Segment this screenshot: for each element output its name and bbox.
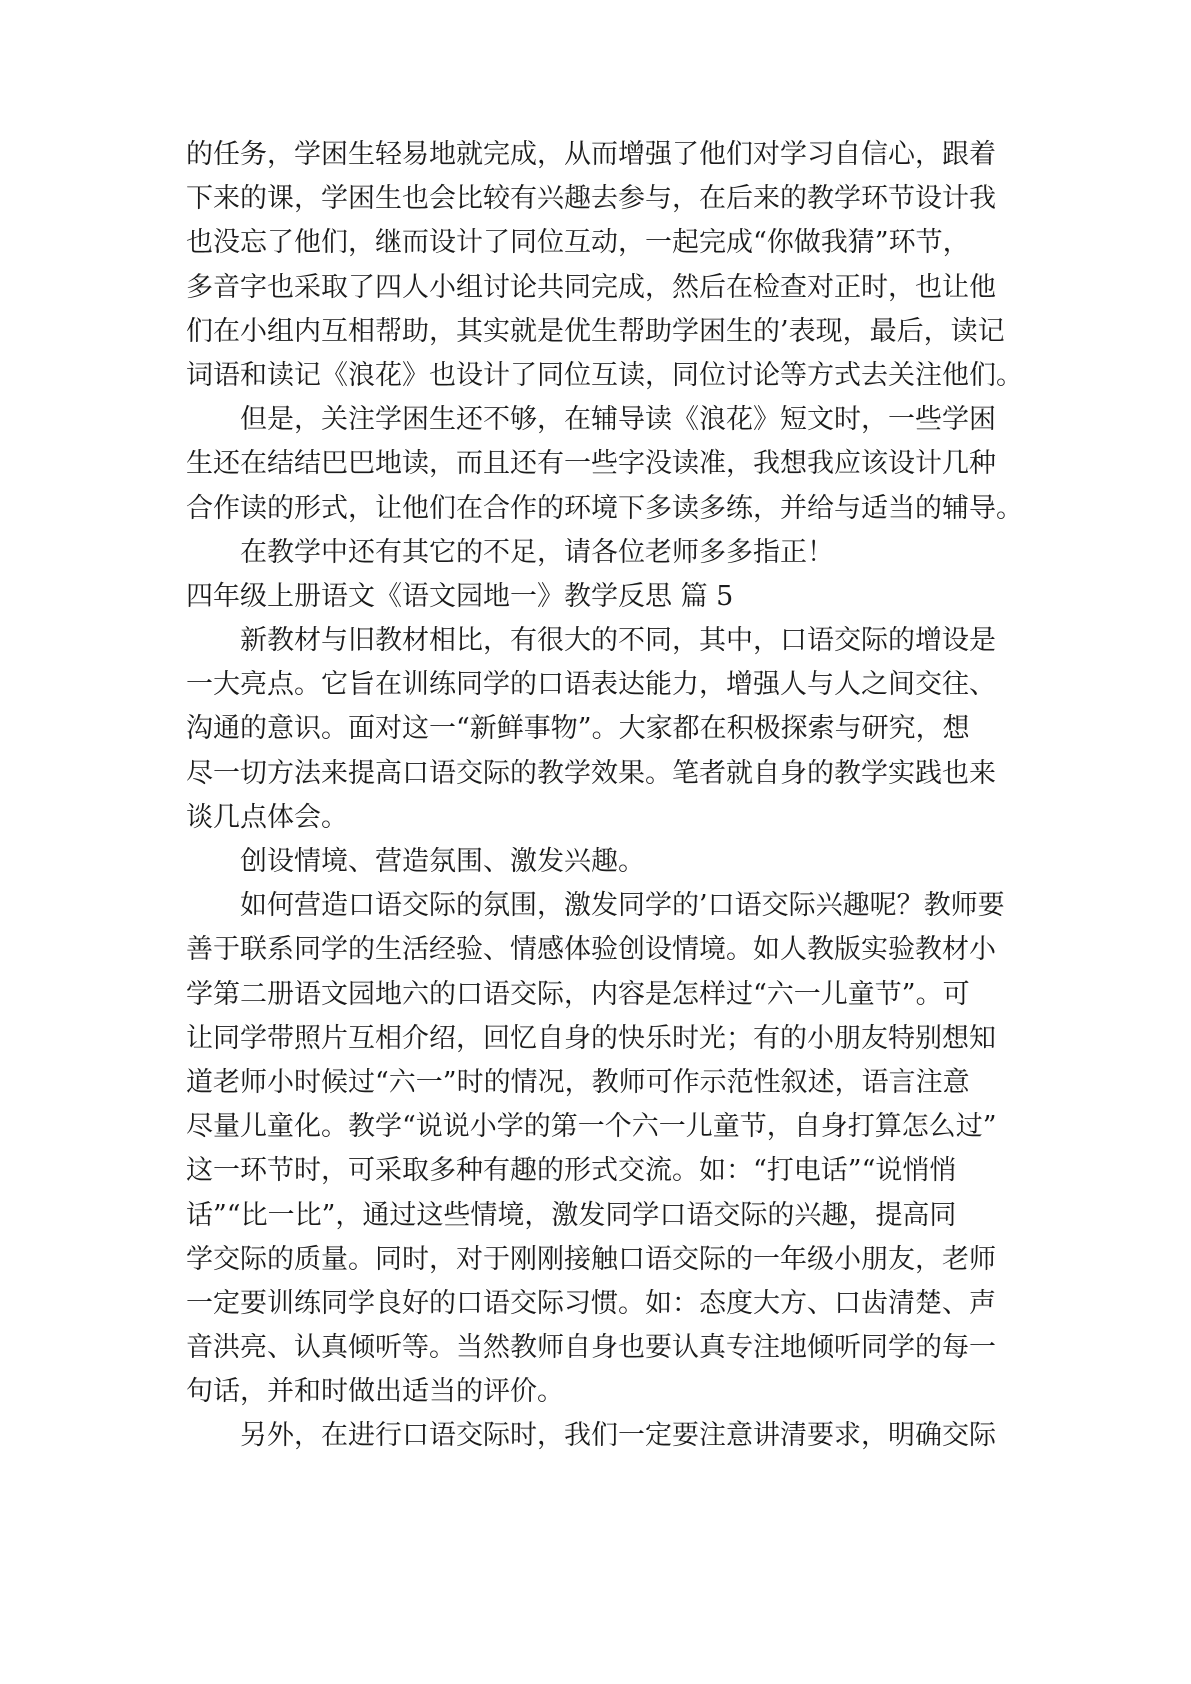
text-line: 另外，在进行口语交际时，我们一定要注意讲清要求，明确交际 — [240, 1420, 996, 1452]
text-line: 如何营造口语交际的氛围，激发同学的’口语交际兴趣呢？教师要 — [240, 890, 1005, 922]
text-line: 也没忘了他们，继而设计了同位互动，一起完成“你做我猜”环节， — [186, 227, 970, 259]
text-line: 的任务，学困生轻易地就完成，从而增强了他们对学习自信心，跟着 — [186, 139, 996, 170]
text-line: 一大亮点。它旨在训练同学的口语表达能力，增强人与人之间交往、 — [186, 669, 996, 701]
text-line: 新教材与旧教材相比，有很大的不同，其中，口语交际的增设是 — [240, 625, 996, 657]
text-line: 多音字也采取了四人小组讨论共同完成，然后在检查对正时，也让他 — [186, 271, 996, 303]
text-line: 道老师小时候过“六一”时的情况，教师可作示范性叙述，语言注意 — [186, 1066, 970, 1098]
text-line: 谈几点体会。 — [186, 801, 348, 833]
text-line: 下来的课，学困生也会比较有兴趣去参与，在后来的教学环节设计我 — [186, 183, 996, 215]
text-line: 词语和读记《浪花》也设计了同位互读，同位讨论等方式去关注他们。 — [186, 359, 1023, 391]
text-line: 在教学中还有其它的不足，请各位老师多多指正！ — [240, 536, 834, 568]
text-line: 让同学带照片互相介绍，回忆自身的快乐时光；有的小朋友特别想知 — [186, 1022, 996, 1054]
text-line: 这一环节时，可采取多种有趣的形式交流。如：“打电话”“说悄悄 — [186, 1155, 957, 1187]
document-body — [186, 133, 1026, 1459]
text-line: 沟通的意识。面对这一“新鲜事物”。大家都在积极探索与研究，想 — [186, 713, 970, 745]
text-line: 但是，关注学困生还不够，在辅导读《浪花》短文时，一些学困 — [240, 404, 996, 436]
text-line: 句话，并和时做出适当的评价。 — [186, 1376, 564, 1408]
text-line: 合作读的形式，让他们在合作的环境下多读多练，并给与适当的辅导。 — [186, 492, 1023, 524]
text-line: 音洪亮、认真倾听等。当然教师自身也要认真专注地倾听同学的每一 — [186, 1332, 996, 1364]
text-line: 尽一切方法来提高口语交际的教学效果。笔者就自身的教学实践也来 — [186, 757, 996, 789]
text-line: 学第二册语文园地六的口语交际，内容是怎样过“六一儿童节”。可 — [186, 978, 970, 1010]
text-line: 四年级上册语文《语文园地一》教学反思 篇 5 — [186, 580, 734, 612]
text-line: 学交际的质量。同时，对于刚刚接触口语交际的一年级小朋友，老师 — [186, 1243, 996, 1275]
text-line: 生还在结结巴巴地读，而且还有一些字没读准，我想我应该设计几种 — [186, 448, 996, 480]
text-line: 创设情境、营造氛围、激发兴趣。 — [240, 846, 645, 877]
text-line: 们在小组内互相帮助，其实就是优生帮助学困生的’表现，最后，读记 — [186, 315, 1005, 347]
text-line: 一定要训练同学良好的口语交际习惯。如：态度大方、口齿清楚、声 — [186, 1287, 996, 1319]
text-line: 尽量儿童化。教学“说说小学的第一个六一儿童节，自身打算怎么过” — [186, 1111, 997, 1143]
text-line: 善于联系同学的生活经验、情感体验创设情境。如人教版实验教材小 — [186, 934, 996, 966]
text-line: 话”“比一比”，通过这些情境，激发同学口语交际的兴趣，提高同 — [186, 1199, 957, 1231]
